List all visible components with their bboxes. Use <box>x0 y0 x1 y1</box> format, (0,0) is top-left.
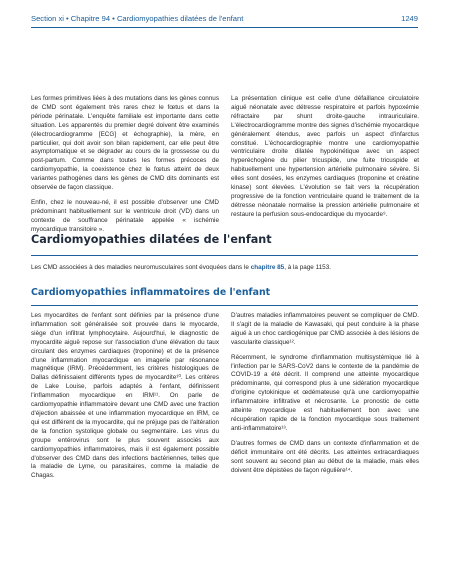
chapter-link[interactable]: chapitre 85 <box>250 264 285 271</box>
header-rule <box>31 27 418 28</box>
section-intro <box>31 264 418 273</box>
top-right-column <box>231 95 419 226</box>
intro-text-after: , à la page 1153. <box>284 264 331 271</box>
top-left-column <box>31 95 219 241</box>
paragraph: La présentation clinique est celle d'une défaillance circulatoire aiguë néonatale avec détresse respiratoire et parfois hypoxémie réfractaire par shunt droite-gauche intrauriculaire. L'électrocardiogramme montre des signes d'ischémie myocardique généralement étendus, avec parfois un aspect d'infarctus constitué. L'échocardiographie montre une cardiomyopathie ventriculaire droite dilatée hypokinétique avec un aspect hyperéchogène du pilier tricuspide, une fuite tricuspide et habituellement une hypertension artérielle pulmonaire sévère. Si elles sont dosées, les enzymes cardiaques (troponine et créatine kinase) sont élevées. L'évolution se fait vers la récupération progressive de la fonction ventriculaire quand le traitement de la détresse néonatale normalise la pression artérielle pulmonaire et restaure la perfusion sous-endocardique du myocarde⁹. <box>231 95 419 218</box>
subsection-rule <box>31 305 418 306</box>
paragraph: D'autres formes de CMD dans un contexte d'inflammation et de déficit immunitaire ont été décrits. Les atteintes extracardiaques sont souvent au second plan au début de la maladie, mais elles doivent être dépistées de façon régulière¹⁴. <box>231 439 419 474</box>
running-head-section: Section xi • Chapitre 94 • Cardiomyopathies dilatées de l'enfant <box>31 14 244 23</box>
running-head <box>31 14 418 28</box>
paragraph: Enfin, chez le nouveau-né, il est possible d'observer une CMD prédominant habituellement sur le ventricule droit (VD) dans un contexte de souffrance périnatale appelée « ischémie myocardique transitoire ». <box>31 198 219 233</box>
bottom-right-column <box>231 312 419 481</box>
paragraph: D'autres maladies inflammatoires peuvent se compliquer de CMD. Il s'agit de la maladie de Kawasaki, qui peut conduire à la phase aiguë à un choc cardiogénique par CMD associée à des lésions de vascularite classique¹². <box>231 312 419 346</box>
subsection-heading: Cardiomyopathies inflammatoires de l'enfant <box>31 287 271 298</box>
page-number: 1249 <box>401 14 418 23</box>
section-rule <box>31 255 418 256</box>
paragraph: Les formes primitives liées à des mutations dans les gènes connus de CMD sont également très rares chez le fœtus et dans la période périnatale. L'enquête familiale est importante dans cette situation. Les apparentés du premier degré doivent être examinés (électrocardiogramme [ECG] et échographie), la mère, en particulier, qui doit avoir son bilan rapidement, car elle peut être asymptomatique et se dégrader au cours de la grossesse ou du post-partum. Comme dans toutes les formes précoces de cardiomyopathie, la coexistence chez le fœtus atteint de deux variantes pathogènes dans les gènes de CMD dits dominants est observée de façon classique. <box>31 95 219 192</box>
bottom-left-column <box>31 312 219 487</box>
paragraph: Les myocardites de l'enfant sont définies par la présence d'une inflammation soit généralisée soit prouvée dans le myocarde, siège d'un infiltrat lymphocytaire. Aujourd'hui, le diagnostic de myocardite aiguë repose sur l'association d'une élévation du taux circulant des enzymes cardiaques (troponine) et de la présence d'une inflammation myocardique en imagerie par résonance magnétique (IRM). Précédemment, les critères histologiques de Dallas définissaient différents types de myocardite¹⁰. Les critères de Lake Louise, parfois adaptés à l'enfant, définissent l'inflammation myocardique en IRM¹¹. On parle de cardiomyopathie inflammatoire devant une CMD avec une fraction d'éjection abaissée et une inflammation myocardique en IRM, ce qui est différent de la myocardite, qui ne préjuge pas de l'altération de la fonction systolique globale ou segmentaire. Les virus du groupe entérovirus sont le plus souvent associés aux cardiomyopathies inflammatoires, mais il est également possible d'observer des CMD dans des infections bactériennes, telles que la maladie de Lyme, ou parasitaires, comme la maladie de Chagas. <box>31 312 219 480</box>
intro-text-before: Les CMD associées à des maladies neuromusculaires sont évoquées dans le <box>31 264 251 271</box>
paragraph: Récemment, le syndrome d'inflammation multisystémique lié à l'infection par le SARS-CoV2 dans le contexte de la pandémie de COVID-19 a été décrit. Il comprend une atteinte myocardique prédominante, qui correspond plus à une sidération myocardique d'origine cytokinique et œdémateuse qu'à une cardiomyopathie inflammatoire infiltrative et nécrosante. Le pronostic de cette atteinte myocardique est habituellement bon avec une récupération rapide de la fonction myocardique sous traitement anti-inflammatoire¹³. <box>231 353 419 432</box>
section-heading: Cardiomyopathies dilatées de l'enfant <box>31 233 272 246</box>
